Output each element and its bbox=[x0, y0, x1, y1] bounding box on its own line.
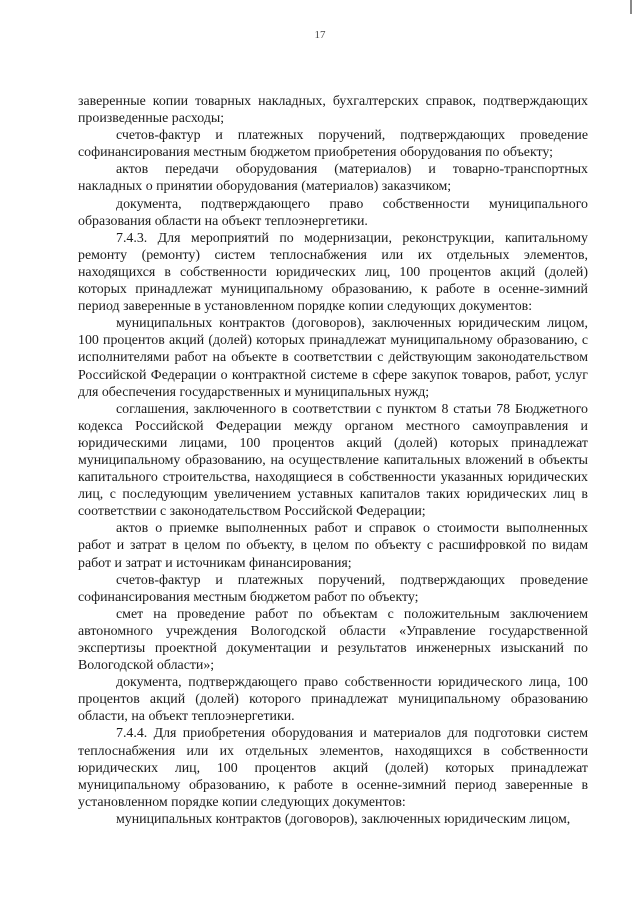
paragraph: счетов-фактур и платежных поручений, подтверждающих проведение софинансирования местным бюджетом работ по объекту; bbox=[78, 572, 588, 605]
paragraph: заверенные копии товарных накладных, бухгалтерских справок, подтверждающих произведенные расходы; bbox=[78, 94, 588, 127]
paragraph: смет на проведение работ по объектам с положительным заключением автономного учреждения Вологодской области «Управление государственной экспертизы проектной документации и результатов инженерных изысканий по Вологодской области»; bbox=[78, 606, 588, 674]
paragraph: счетов-фактур и платежных поручений, подтверждающих проведение софинансирования местным бюджетом приобретения оборудования по объекту; bbox=[78, 128, 588, 161]
paragraph: документа, подтверждающего право собственности юридического лица, 100 процентов акций (долей) которого принадлежат муниципальному образованию области, на объект теплоэнергетики. bbox=[78, 675, 588, 725]
paragraph: актов о приемке выполненных работ и справок о стоимости выполненных работ и затрат в целом по объекту, в целом по объекту с расшифровкой по видам работ и затрат и источникам финансирования; bbox=[78, 521, 588, 571]
paragraph: документа, подтверждающего право собственности муниципального образования области на объект теплоэнергетики. bbox=[78, 196, 588, 229]
paragraph: актов передачи оборудования (материалов) и товарно-транспортных накладных о принятии оборудования (материалов) заказчиком; bbox=[78, 162, 588, 195]
scan-corner-mark bbox=[630, 0, 632, 14]
page-number: 17 bbox=[314, 29, 326, 41]
paragraph: муниципальных контрактов (договоров), заключенных юридическим лицом, 100 процентов акций (долей) которых принадлежат муниципальному образованию, с исполнителями работ на объекте в соответствии с действующим законодательством Российской Федерации о контрактной системе в сфере закупок товаров, работ, услуг для обеспечения государственных и муниципальных нужд; bbox=[78, 316, 588, 400]
paragraph: соглашения, заключенного в соответствии с пунктом 8 статьи 78 Бюджетного кодекса Российской Федерации между органом местного самоуправления и юридическими лицами, 100 процентов акций (долей) которых принадлежат муниципальному образованию, на осуществление капитальных вложений в объекты капитального строительства, находящиеся в собственности указанных юридических лиц, с последующим увеличением уставных капиталов таких юридических лиц в соответствии с законодательством Российской Федерации; bbox=[78, 401, 588, 520]
document-body bbox=[78, 93, 588, 828]
section-7-4-3: 7.4.3. Для мероприятий по модернизации, реконструкции, капитальному ремонту (ремонту) систем теплоснабжения или их отдельных элементов, находящихся в собственности юридических лиц, 100 процентов акций (долей) которых принадлежат муниципальному образованию, к работе в осенне-зимний период заверенные в установленном порядке копии следующих документов: bbox=[78, 230, 588, 315]
paragraph: муниципальных контрактов (договоров), заключенных юридическим лицом, bbox=[116, 811, 571, 827]
section-7-4-4: 7.4.4. Для приобретения оборудования и материалов для подготовки систем теплоснабжения или их отдельных элементов, находящихся в собственности юридических лиц, 100 процентов акций (долей) которых принадлежат муниципальному образованию, к работе в осенне-зимний период заверенные в установленном порядке копии следующих документов: bbox=[78, 726, 588, 810]
